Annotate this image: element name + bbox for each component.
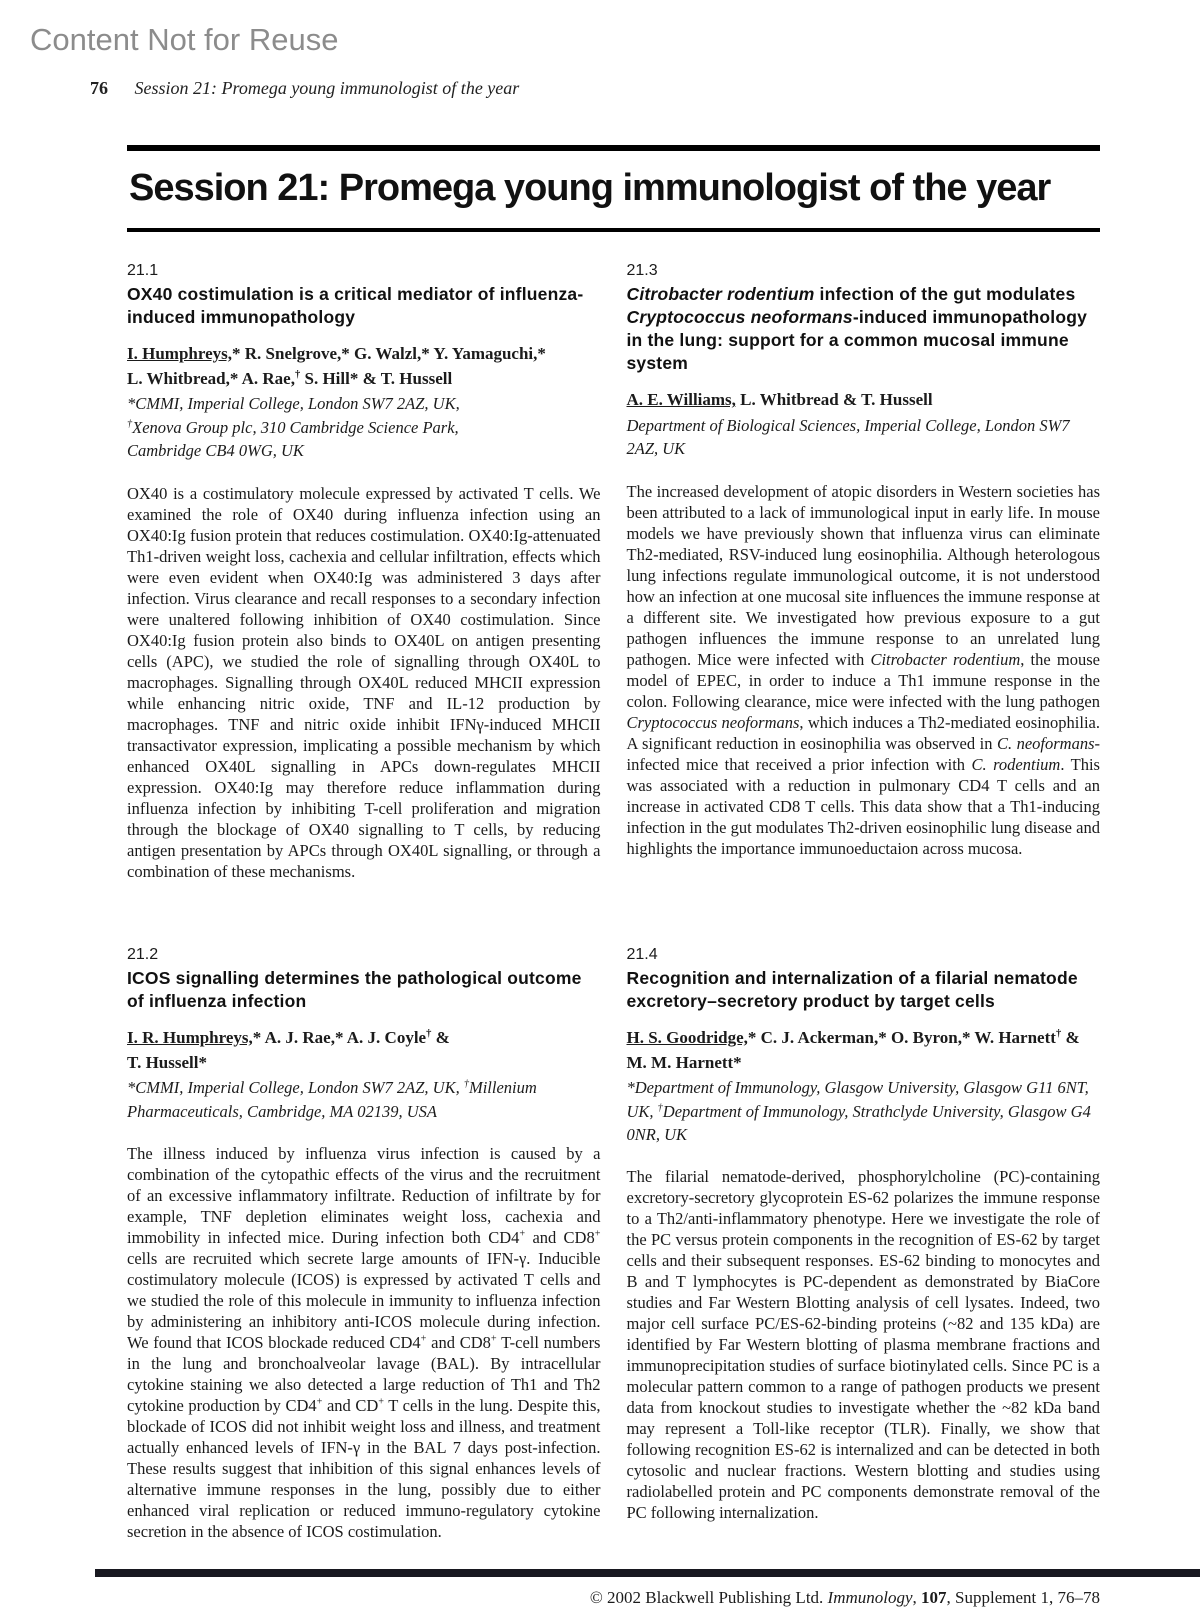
running-head [90,78,519,99]
abstract-body: The filarial nematode-derived, phosphorylcholine (PC)-containing excretory-secretory glycoprotein ES-62 polarizes the immune response to a Th2/anti-inflammatory phenotype. Here we investigate the role of the PC versus protein components in the recognition of ES-62 by target cells and their subsequent responses. ES-62 binding to monocytes and B and T lymphocytes is PC-dependent as demonstrated by BiaCore studies and Far Western Blotting analysis of cell lysates. Indeed, two major cell surface PC/ES-62-binding proteins (~82 and 135 kDa) are identified by Far Western blotting of plasma membrane fractions and immunoprecipitation studies of surface biotinylated cells. Since PC is a molecular pattern common to a range of pathogen products we present data from knockout studies to investigate whether the ~82 kDa band may represent a Toll-like receptor (TLR). Finally, we show that following recognition ES-62 is internalized and can be detected in both cytosolic and nuclear fractions. Western blotting and studies using radiolabelled protein and PC components demonstrate removal of the PC following internalization. [626,1167,1100,1523]
abstract-authors: H. S. Goodridge,* C. J. Ackerman,* O. Byron,* W. Harnett† & M. M. Harnett* [626,1027,1080,1072]
abstract-affiliation: *CMMI, Imperial College, London SW7 2AZ, UK, †Xenova Group plc, 310 Cambridge Science Park, Cambridge CB4 0WG, UK [127,394,460,461]
abstract-authors: A. E. Williams, L. Whitbread & T. Hussell [626,390,933,410]
abstract-authors: I. R. Humphreys,* A. J. Rae,* A. J. Coyle† & T. Hussell* [127,1027,450,1072]
footer-citation: © 2002 Blackwell Publishing Ltd. Immunology, 107, Supplement 1, 76–78 [589,1588,1100,1608]
abstract-21-1 [127,262,601,882]
abstract-number: 21.4 [626,945,658,963]
session-title: Session 21: Promega young immunologist of the year [127,145,1100,232]
watermark-text: Content Not for Reuse [30,22,339,57]
abstract-title: Citrobacter rodentium infection of the gut modulates Cryptococcus neoformans-induced immunopathology in the lung: support for a common mucosal immune system [626,284,1088,374]
bottom-bar [95,1569,1200,1577]
running-head-title: Session 21: Promega young immunologist of the year [134,78,520,98]
abstract-number: 21.3 [626,262,658,279]
abstract-affiliation: *Department of Immunology, Glasgow University, Glasgow G11 6NT, UK, †Department of Immunology, Strathclyde University, Glasgow G4 0NR, UK [626,1078,1091,1145]
abstract-columns [127,262,1100,1542]
abstract-number: 21.1 [127,262,159,279]
page-content [127,145,1100,1608]
abstract-authors: I. Humphreys,* R. Snelgrove,* G. Walzl,* Y. Yamaguchi,* L. Whitbread,* A. Rae,† S. Hill* & T. Hussell [127,344,546,388]
abstract-21-3 [627,262,1101,859]
abstract-body: The increased development of atopic disorders in Western societies has been attributed to a lack of immunological input in early life. In mouse models we have previously shown that influenza virus can eliminate Th2-mediated, RSV-induced lung eosinophilia. Although heterologous lung infections regulate immunological outcome, it is not understood how an infection at one mucosal site influences the immune response at a different site. We investigated how previous exposure to a gut pathogen influences the immune response to an unrelated lung pathogen. Mice were infected with Citrobacter rodentium, the mouse model of EPEC, in order to induce a Th1 immune response in the colon. Following clearance, mice were infected with the lung pathogen Cryptococcus neoformans, which induces a Th2-mediated eosinophilia. A significant reduction in eosinophilia was observed in C. neoformans-infected mice that received a prior infection with C. rodentium. This was associated with a reduction in pulmonary CD4 T cells and an increase in activated CD8 T cells. This data show that a Th1-inducing infection in the gut modulates Th2-driven eosinophilic lung disease and highlights the importance immunoeductaion across mucosa. [626,481,1101,858]
abstract-21-2 [127,946,601,1542]
abstract-affiliation: *CMMI, Imperial College, London SW7 2AZ, UK, †Millenium Pharmaceuticals, Cambridge, MA 02139, USA [127,1078,537,1121]
abstract-title: ICOS signalling determines the pathological outcome of influenza infection [127,967,582,1011]
abstract-body: The illness induced by influenza virus infection is caused by a combination of the cytopathic effects of the virus and the recruitment of an excessive inflammatory infiltrate. Reduction of infiltrate by for example, TNF depletion eliminates weight loss, cachexia and immobility in infected mice. During infection both CD4+ and CD8+ cells are recruited which secrete large amounts of IFN-γ. Inducible costimulatory molecule (ICOS) is expressed by activated T cells and we studied the role of this molecule in immunity to influenza infection by administering an inhibitory anti-ICOS molecule during infection. We found that ICOS blockade reduced CD4+ and CD8+ T-cell numbers in the lung and bronchoalveolar lavage (BAL). By intracellular cytokine staining we also detected a large reduction of Th1 and Th2 cytokine production by CD4+ and CD+ T cells in the lung. Despite this, blockade of ICOS did not inhibit weight loss and illness, and treatment actually enhanced levels of IFN-γ in the BAL 7 days post-infection. These results suggest that inhibition of this signal enhances levels of alternative immune responses in the lung, possibly due to either enhanced viral replication or reduced immuno-regulatory cytokine secretion in the absence of ICOS costimulation. [127,1144,601,1542]
abstract-21-4 [627,946,1101,1524]
abstract-title: OX40 costimulation is a critical mediator of influenza-induced immunopathology [127,284,584,328]
abstract-title: Recognition and internalization of a filarial nematode excretory–secretory product by target cells [626,967,1078,1011]
abstract-affiliation: Department of Biological Sciences, Imperial College, London SW7 2AZ, UK [626,416,1070,459]
page-number: 76 [90,78,108,98]
abstract-number: 21.2 [127,945,159,963]
abstract-body: OX40 is a costimulatory molecule expressed by activated T cells. We examined the role of OX40 during influenza infection using an OX40:Ig fusion protein that reduces costimulation. OX40:Ig-attenuated Th1-driven weight loss, cachexia and cellular infiltration, effects which were even evident when OX40:Ig was administered 3 days after infection. Virus clearance and recall responses to a secondary infection were unaltered following inhibition of OX40 costimulation. Since OX40:Ig fusion protein also binds to OX40L on antigen presenting cells (APC), we studied the role of signalling through OX40L to macrophages. Signalling through OX40L reduced MHCII expression while enhancing nitric oxide, TNF and IL-12 production by macrophages. TNF and nitric oxide inhibit IFNγ-induced MHCII transactivator expression, implicating a possible mechanism by which enhanced OX40L signalling in APCs down-regulates MHCII expression. OX40:Ig may therefore reduce inflammation during influenza infection by inhibiting T-cell proliferation and migration through the blockage of OX40 signalling to T cells, by reducing antigen presentation by APCs through OX40L signalling, or through a combination of these mechanisms. [127,483,601,881]
